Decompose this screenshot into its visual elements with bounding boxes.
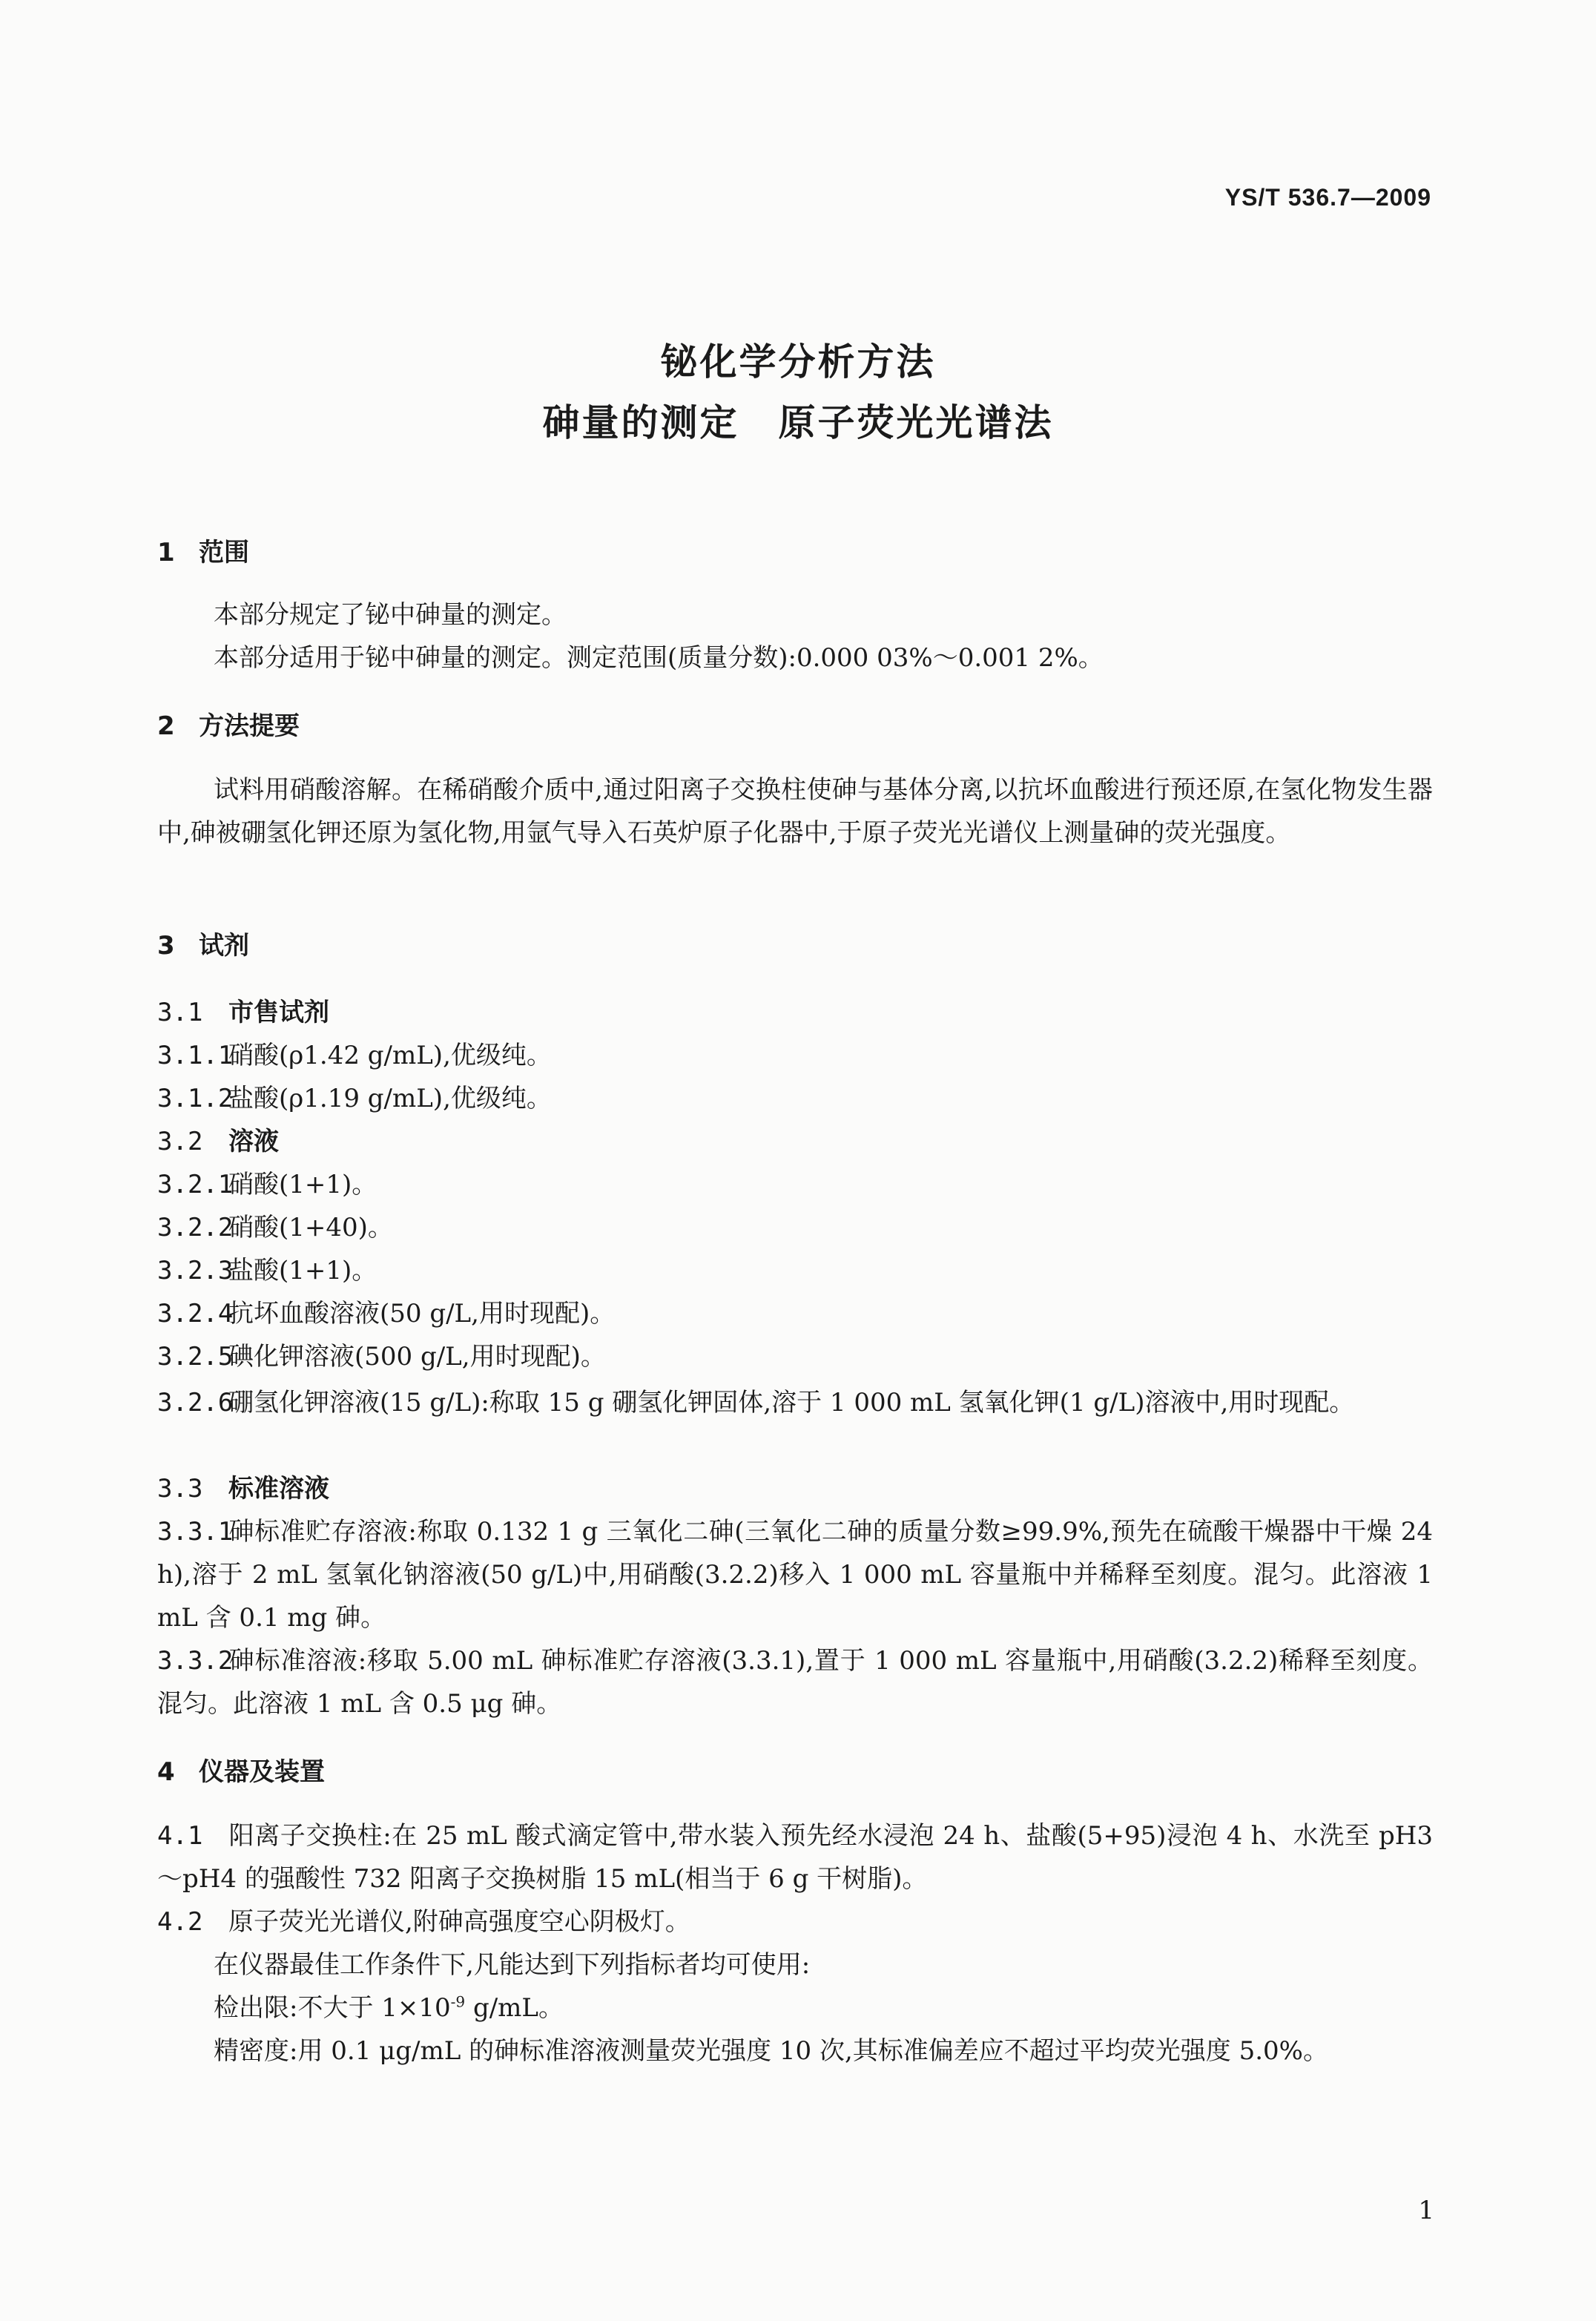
page-number: 1	[1418, 2196, 1434, 2225]
clause-3-2-3: 3.2.3盐酸(1+1)。	[157, 1256, 377, 1285]
section-1-paragraph-2: 本部分适用于铋中砷量的测定。测定范围(质量分数):0.000 03%～0.001 2%。	[214, 643, 1104, 673]
title-line-1: 铋化学分析方法	[660, 340, 936, 383]
clause-3-3-1: 3.3.1砷标准贮存溶液:称取 0.132 1 g 三氧化二砷(三氧化二砷的质量分数≥99.9%,预先在硫酸干燥器中干燥 24 h),溶于 2 mL 氢氧化钠溶液(50 g/L)中,用硝酸(3.2.2)移入 1 000 mL 容量瓶中并稀释至刻度。混匀。此溶液 1 mL 含 0.1 mg 砷。	[157, 1517, 1433, 1633]
clause-3-2-1: 3.2.1硝酸(1+1)。	[157, 1170, 377, 1199]
clause-3-2-6: 3.2.6硼氢化钾溶液(15 g/L):称取 15 g 硼氢化钾固体,溶于 1 000 mL 氢氧化钾(1 g/L)溶液中,用时现配。	[157, 1388, 1355, 1418]
section-label: 试剂	[199, 931, 249, 961]
section-label: 范围	[199, 538, 249, 567]
clause-4-2-note-2: 检出限:不大于 $1\times 10^{-9}$ g/mL。	[214, 1992, 564, 2023]
section-number: 3	[157, 931, 175, 961]
clause-3-2: 3.2 溶液	[157, 1127, 279, 1156]
section-2-paragraph: 试料用硝酸溶解。在稀硝酸介质中,通过阳离子交换柱使砷与基体分离,以抗坏血酸进行预还原,在氢化物发生器中,砷被硼氢化钾还原为氢化物,用氩气导入石英炉原子化器中,于原子荧光光谱仪上测量砷的荧光强度。	[157, 775, 1433, 848]
clause-3-1-2: 3.1.2盐酸(ρ1.19 g/mL),优级纯。	[157, 1084, 552, 1113]
title-line-2: 砷量的测定 原子荧光光谱法	[542, 401, 1054, 444]
section-4-heading	[157, 1751, 1433, 1794]
section-label: 方法提要	[199, 711, 300, 741]
section-1-paragraph-1: 本部分规定了铋中砷量的测定。	[214, 600, 567, 630]
clause-4-1: 4.1 阳离子交换柱:在 25 mL 酸式滴定管中,带水装入预先经水浸泡 24 h、盐酸(5+95)浸泡 4 h、水洗至 pH3～pH4 的强酸性 732 阳离子交换树脂 15 mL(相当于 6 g 干树脂)。	[157, 1821, 1433, 1894]
clause-3-1: 3.1 市售试剂	[157, 998, 329, 1027]
clause-4-2-note-1: 在仪器最佳工作条件下,凡能达到下列指标者均可使用:	[214, 1950, 811, 1980]
section-number: 2	[157, 711, 175, 741]
section-label: 仪器及装置	[199, 1757, 325, 1787]
clause-3-3: 3.3 标准溶液	[157, 1474, 329, 1504]
clause-3-2-4: 3.2.4抗坏血酸溶液(50 g/L,用时现配)。	[157, 1299, 616, 1329]
clause-4-2-note-3: 精密度:用 0.1 μg/mL 的砷标准溶液测量荧光强度 10 次,其标准偏差应不超过平均荧光强度 5.0%。	[214, 2036, 1328, 2066]
standard-number: YS/T 536.7—2009	[1224, 184, 1431, 211]
section-3-heading	[157, 924, 1433, 967]
section-number: 1	[157, 538, 175, 567]
clause-3-1-1: 3.1.1硝酸(ρ1.42 g/mL),优级纯。	[157, 1041, 552, 1070]
clause-3-2-5: 3.2.5碘化钾溶液(500 g/L,用时现配)。	[157, 1342, 606, 1372]
clause-4-2: 4.2 原子荧光光谱仪,附砷高强度空心阴极灯。	[157, 1907, 690, 1937]
section-number: 4	[157, 1757, 175, 1787]
section-2-heading	[157, 705, 1433, 748]
section-1-heading	[157, 531, 1433, 574]
clause-3-3-2: 3.3.2砷标准溶液:移取 5.00 mL 砷标准贮存溶液(3.3.1),置于 1 000 mL 容量瓶中,用硝酸(3.2.2)稀释至刻度。混匀。此溶液 1 mL 含 0.5 μg 砷。	[157, 1646, 1433, 1719]
clause-3-2-2: 3.2.2硝酸(1+40)。	[157, 1213, 393, 1242]
